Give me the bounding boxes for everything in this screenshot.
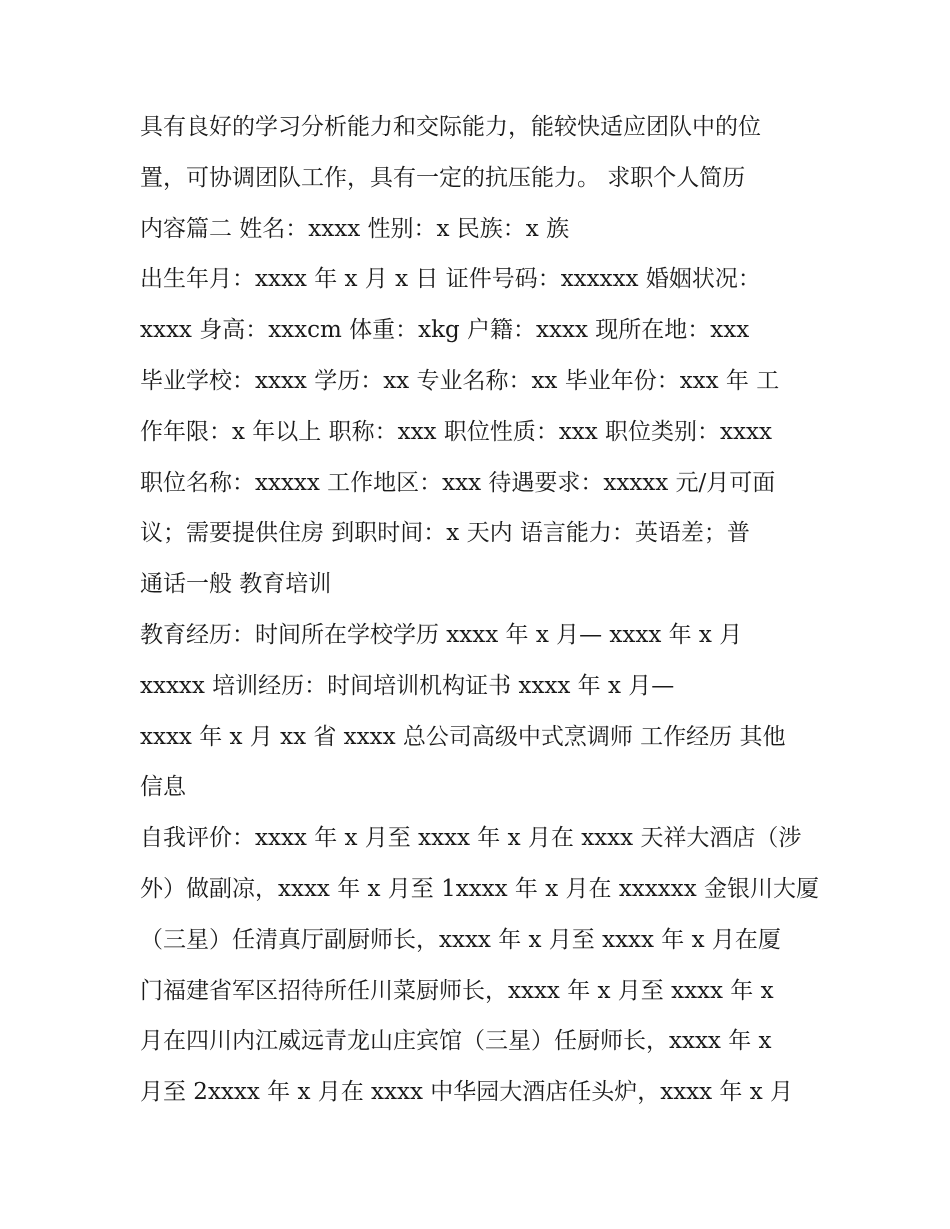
text-line: xxxx 身高：xxxcm 体重：xkg 户籍：xxxx 现所在地：xxx [140,317,750,344]
text-line: 自我评价：xxxx 年 x 月至 xxxx 年 x 月在 xxxx 天祥大酒店（涉 [140,825,802,852]
text-line: xxxxx 培训经历：时间培训机构证书 xxxx 年 x 月— [140,672,675,699]
text-line: 月至 2xxxx 年 x 月在 xxxx 中华园大酒店任头炉，xxxx 年 x 月 [140,1079,794,1106]
text-line: 教育经历：时间所在学校学历 xxxx 年 x 月— xxxx 年 x 月 [140,621,743,648]
text-line: 外）做副凉，xxxx 年 x 月至 1xxxx 年 x 月在 xxxxxx 金银川大厦 [140,875,819,902]
text-line: 门福建省军区招待所任川菜厨师长，xxxx 年 x 月至 xxxx 年 x [140,977,774,1004]
text-line: 议；需要提供住房 到职时间：x 天内 语言能力：英语差；普 [140,520,750,547]
text-line: （三星）任清真厅副厨师长，xxxx 年 x 月至 xxxx 年 x 月在厦 [140,926,781,953]
text-line: 信息 [140,774,186,801]
text-line: 通话一般 教育培训 [140,571,332,598]
resume-text-body [140,102,840,1118]
text-line: 月在四川内江威远青龙山庄宾馆（三星）任厨师长，xxxx 年 x [140,1028,772,1055]
text-line: 具有良好的学习分析能力和交际能力，能较快适应团队中的位 [140,114,761,140]
text-line: xxxx 年 x 月 xx 省 xxxx 总公司高级中式烹调师 工作经历 其他 [140,723,786,750]
text-line: 毕业学校：xxxx 学历：xx 专业名称：xx 毕业年份：xxx 年 工 [140,367,780,394]
text-line: 出生年月：xxxx 年 x 月 x 日 证件号码：xxxxxx 婚姻状况： [140,266,761,293]
text-line: 职位名称：xxxxx 工作地区：xxx 待遇要求：xxxxx 元/月可面 [140,469,776,496]
text-line: 内容篇二 姓名：xxxx 性别：x 民族：x 族 [140,215,570,242]
text-line: 作年限：x 年以上 职称：xxx 职位性质：xxx 职位类别：xxxx [140,418,772,445]
text-line: 置，可协调团队工作，具有一定的抗压能力。 求职个人简历 [140,164,746,191]
